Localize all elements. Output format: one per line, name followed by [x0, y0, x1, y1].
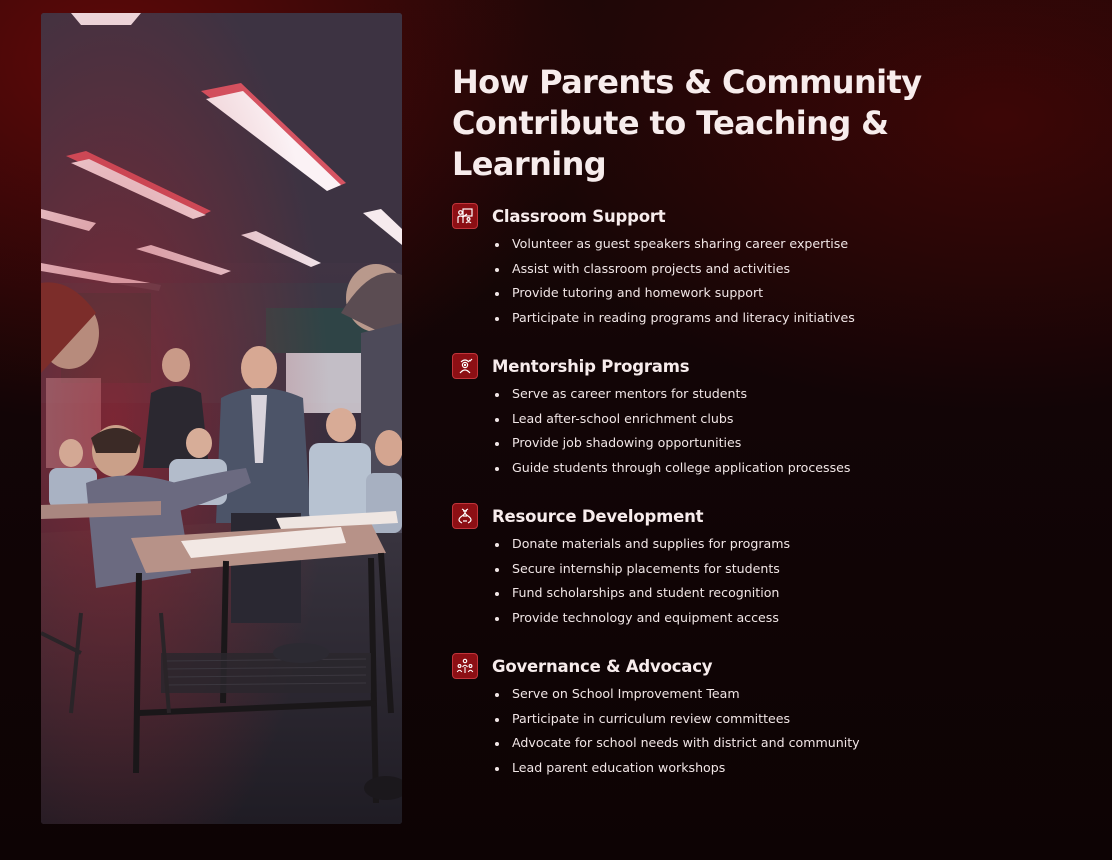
bullet-list: [452, 682, 1052, 780]
list-item: Guide students through college application processes: [452, 456, 1052, 481]
dna-icon: [452, 503, 478, 529]
section-header: [452, 352, 1052, 380]
teacher-board-icon: [452, 203, 478, 229]
list-item: Assist with classroom projects and activities: [452, 257, 1052, 282]
section-mentorship-programs: [452, 352, 1052, 480]
section-classroom-support: [452, 202, 1052, 330]
list-item: Serve as career mentors for students: [452, 382, 1052, 407]
list-item: Provide job shadowing opportunities: [452, 431, 1052, 456]
list-item: Provide tutoring and homework support: [452, 281, 1052, 306]
section-header: [452, 202, 1052, 230]
section-title: Governance & Advocacy: [492, 656, 713, 676]
community-group-icon: [452, 653, 478, 679]
bullet-list: [452, 382, 1052, 480]
bullet-list: [452, 532, 1052, 630]
list-item: Provide technology and equipment access: [452, 606, 1052, 631]
list-item: Participate in reading programs and literacy initiatives: [452, 306, 1052, 331]
list-item: Serve on School Improvement Team: [452, 682, 1052, 707]
list-item: Lead parent education workshops: [452, 756, 1052, 781]
list-item: Advocate for school needs with district and community: [452, 731, 1052, 756]
section-resource-development: [452, 502, 1052, 630]
bullet-list: [452, 232, 1052, 330]
mentor-icon: [452, 353, 478, 379]
list-item: Donate materials and supplies for programs: [452, 532, 1052, 557]
section-governance-advocacy: [452, 652, 1052, 780]
section-header: [452, 652, 1052, 680]
list-item: Fund scholarships and student recognition: [452, 581, 1052, 606]
section-header: [452, 502, 1052, 530]
list-item: Volunteer as guest speakers sharing career expertise: [452, 232, 1052, 257]
list-item: Secure internship placements for students: [452, 557, 1052, 582]
section-title: Classroom Support: [492, 206, 666, 226]
section-title: Resource Development: [492, 506, 704, 526]
list-item: Participate in curriculum review committees: [452, 707, 1052, 732]
page-title: How Parents & Community Contribute to Teaching & Learning: [452, 63, 922, 183]
section-title: Mentorship Programs: [492, 356, 690, 376]
classroom-photo: [41, 13, 402, 824]
list-item: Lead after-school enrichment clubs: [452, 407, 1052, 432]
